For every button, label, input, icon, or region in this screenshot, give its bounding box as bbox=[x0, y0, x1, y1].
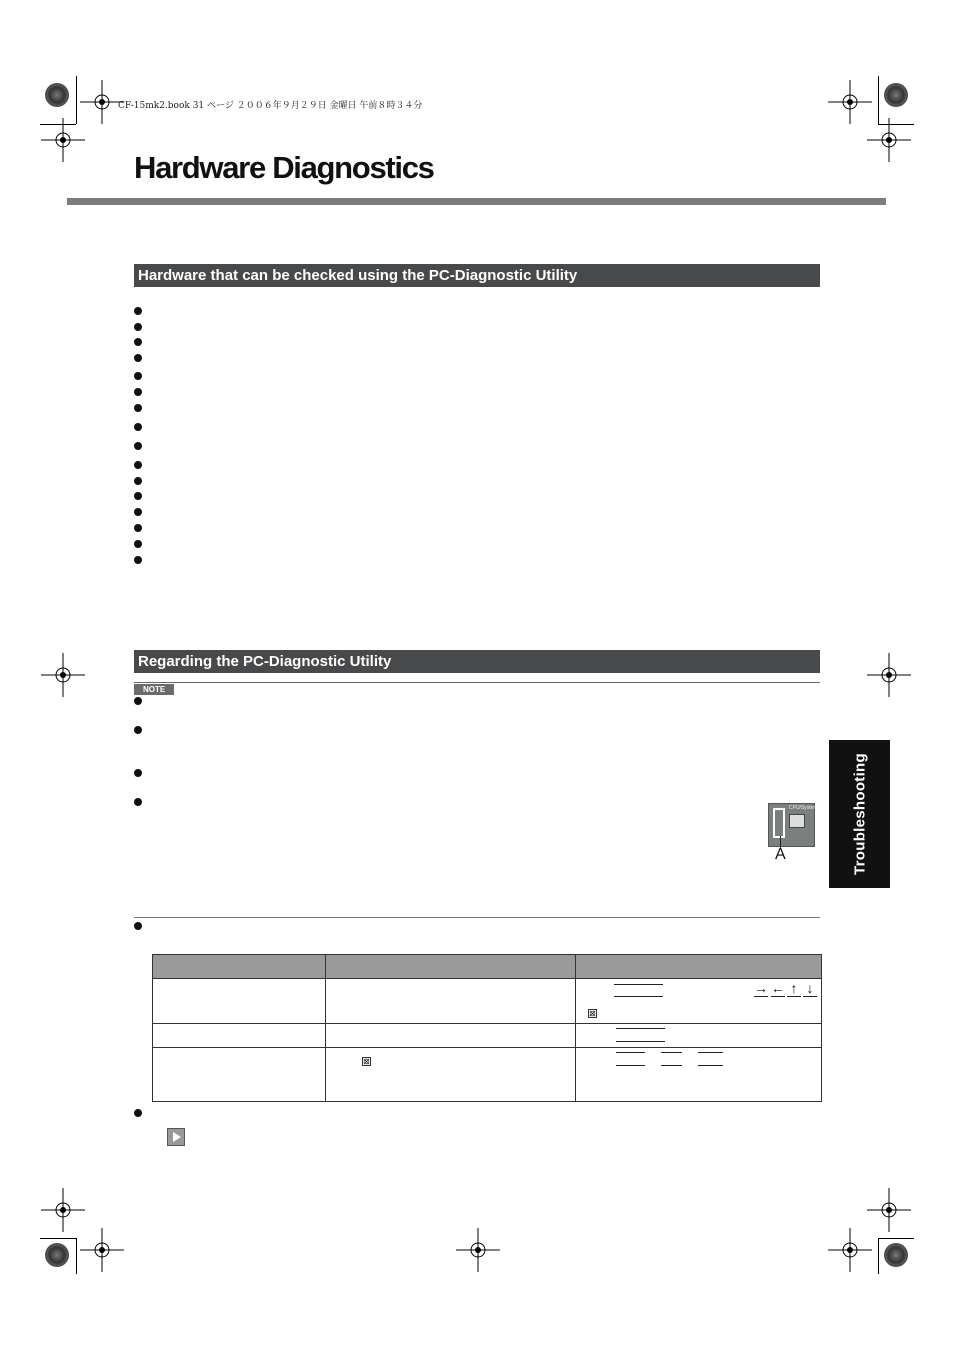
callout-label: A bbox=[775, 846, 786, 863]
list-bullet bbox=[134, 307, 142, 315]
table-header-cell bbox=[576, 955, 822, 979]
key-underline bbox=[614, 984, 663, 985]
thumb-caption: CPU/System bbox=[789, 805, 818, 811]
table-cell bbox=[326, 979, 576, 1024]
registration-crosshair-icon bbox=[41, 653, 85, 697]
key-underline bbox=[661, 1065, 682, 1066]
table-header-cell bbox=[153, 955, 326, 979]
list-bullet bbox=[134, 423, 142, 431]
down-arrow-key-icon: ↓ bbox=[803, 980, 817, 997]
cpu-system-indicator-image bbox=[768, 803, 818, 847]
table-cell bbox=[153, 1024, 326, 1048]
list-bullet bbox=[134, 442, 142, 450]
list-bullet bbox=[134, 492, 142, 500]
key-underline bbox=[616, 1028, 665, 1029]
separator-rule bbox=[134, 917, 820, 918]
section-heading-hardware: Hardware that can be checked using the PC-Diagnostic Utility bbox=[134, 264, 820, 287]
list-bullet bbox=[134, 922, 142, 930]
crop-mark bbox=[40, 124, 76, 125]
table-cell bbox=[576, 1048, 822, 1102]
table-row bbox=[153, 979, 822, 1024]
chapter-tab bbox=[829, 740, 890, 888]
table-header-row bbox=[153, 955, 822, 979]
note-bullet bbox=[134, 798, 142, 806]
list-bullet bbox=[134, 372, 142, 380]
crop-mark bbox=[40, 1238, 76, 1239]
list-bullet bbox=[134, 404, 142, 412]
list-bullet bbox=[134, 323, 142, 331]
crop-mark bbox=[878, 1238, 914, 1239]
left-arrow-key-icon: ← bbox=[771, 980, 785, 996]
note-bullet bbox=[134, 726, 142, 734]
key-underline bbox=[614, 996, 663, 997]
color-target-icon bbox=[884, 83, 908, 107]
list-bullet bbox=[134, 1109, 142, 1117]
table-cell bbox=[153, 979, 326, 1024]
table-cell bbox=[326, 1048, 576, 1102]
system-icon bbox=[789, 814, 805, 828]
registration-crosshair-icon bbox=[867, 1188, 911, 1232]
note-rule bbox=[134, 682, 820, 683]
crop-mark bbox=[76, 76, 77, 124]
registration-crosshair-icon bbox=[41, 1188, 85, 1232]
title-rule bbox=[67, 198, 886, 205]
registration-crosshair-icon bbox=[867, 653, 911, 697]
note-label: NOTE bbox=[134, 684, 174, 695]
right-arrow-key-icon: → bbox=[754, 980, 768, 996]
section-heading-regarding: Regarding the PC-Diagnostic Utility bbox=[134, 650, 820, 673]
registration-crosshair-icon bbox=[80, 1228, 124, 1272]
indicator-frame bbox=[773, 808, 785, 838]
print-header: CF-15mk2.book 31 ページ ２００６年９月２９日 金曜日 午前８時３４分 bbox=[118, 101, 423, 111]
key-underline bbox=[616, 1041, 665, 1042]
table-cell bbox=[153, 1048, 326, 1102]
key-underline bbox=[661, 1052, 682, 1053]
list-bullet bbox=[134, 477, 142, 485]
list-bullet bbox=[134, 556, 142, 564]
list-bullet bbox=[134, 540, 142, 548]
table-row bbox=[153, 1024, 822, 1048]
note-bullet bbox=[134, 769, 142, 777]
crop-mark bbox=[76, 1238, 77, 1274]
key-underline bbox=[616, 1065, 645, 1066]
registration-crosshair-icon bbox=[828, 1228, 872, 1272]
list-bullet bbox=[134, 508, 142, 516]
table-cell bbox=[576, 1024, 822, 1048]
key-underline bbox=[698, 1052, 723, 1053]
crop-mark bbox=[878, 124, 914, 125]
up-arrow-key-icon: ↑ bbox=[787, 980, 801, 997]
crop-mark bbox=[878, 1238, 879, 1274]
registration-crosshair-icon bbox=[456, 1228, 500, 1272]
chapter-tab-label: Troubleshooting bbox=[851, 753, 868, 875]
color-target-icon bbox=[884, 1243, 908, 1267]
registration-crosshair-icon bbox=[828, 80, 872, 124]
table-row bbox=[153, 1048, 822, 1102]
table-header-cell bbox=[326, 955, 576, 979]
list-bullet bbox=[134, 461, 142, 469]
list-bullet bbox=[134, 354, 142, 362]
table-cell bbox=[326, 1024, 576, 1048]
play-icon[interactable] bbox=[167, 1128, 185, 1146]
checkbox-icon: ⊠ bbox=[589, 1009, 596, 1018]
key-underline bbox=[698, 1065, 723, 1066]
checkbox-icon: ⊠ bbox=[363, 1057, 370, 1066]
list-bullet bbox=[134, 388, 142, 396]
color-target-icon bbox=[45, 1243, 69, 1267]
note-block bbox=[134, 682, 820, 694]
key-underline bbox=[616, 1052, 645, 1053]
operation-table bbox=[152, 954, 822, 1102]
color-target-icon bbox=[45, 83, 69, 107]
list-bullet bbox=[134, 524, 142, 532]
list-bullet bbox=[134, 338, 142, 346]
page-title: Hardware Diagnostics bbox=[134, 150, 434, 185]
crop-mark bbox=[878, 76, 879, 124]
note-bullet bbox=[134, 697, 142, 705]
